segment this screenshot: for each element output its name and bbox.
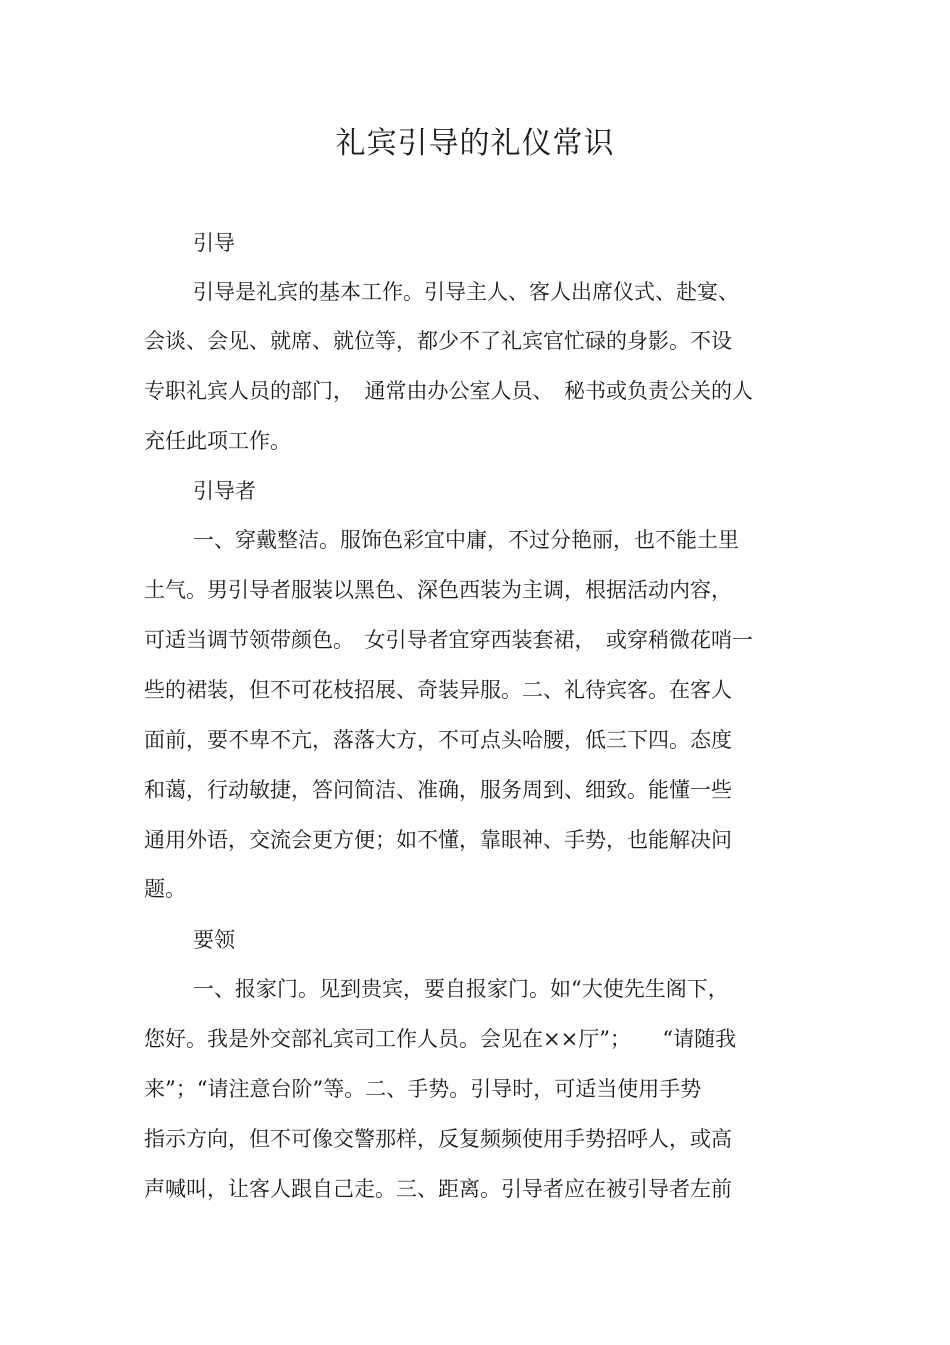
paragraph-line: 一、穿戴整洁。服饰色彩宜中庸，不过分艳丽，也不能土里: [193, 528, 739, 552]
paragraph-line: 声喊叫，让客人跟自己走。三、距离。引导者应在被引导者左前: [144, 1177, 732, 1201]
paragraph-line: 引导是礼宾的基本工作。引导主人、客人出席仪式、赴宴、: [193, 280, 739, 304]
paragraph-line: 来”；“请注意台阶”等。二、手势。引导时，可适当使用手势: [144, 1077, 702, 1101]
paragraph-line: 题。: [144, 877, 186, 901]
document-title: 礼宾引导的礼仪常识: [335, 126, 615, 161]
paragraph-line: 会谈、会见、就席、就位等，都少不了礼宾官忙碌的身影。不设: [144, 329, 732, 353]
paragraph-line: 面前，要不卑不亢，落落大方，不可点头哈腰，低三下四。态度: [144, 728, 732, 752]
paragraph-line: 专职礼宾人员的部门， 通常由办公室人员、 秘书或负责公关的人: [144, 379, 753, 403]
paragraph-line: 指示方向，但不可像交警那样，反复频频使用手势招呼人，或高: [144, 1127, 732, 1151]
paragraph-line: 充任此项工作。: [144, 429, 291, 453]
section-heading-yindao: 引导: [193, 231, 235, 255]
paragraph-line: 土气。男引导者服装以黑色、深色西装为主调，根据活动内容，: [144, 578, 732, 602]
paragraph-line: 一、报家门。见到贵宾，要自报家门。如“大使先生阁下，: [193, 977, 729, 1001]
paragraph-line: 可适当调节领带颜色。 女引导者宜穿西装套裙， 或穿稍微花哨一: [144, 628, 753, 652]
paragraph-line: 通用外语，交流会更方便；如不懂，靠眼神、手势，也能解决问: [144, 828, 732, 852]
paragraph-line: 和蔼，行动敏捷，答问简洁、准确，服务周到、细致。能懂一些: [144, 778, 732, 802]
paragraph-line: 些的裙装，但不可花枝招展、奇装异服。二、礼待宾客。在客人: [144, 678, 732, 702]
section-heading-yaoling: 要领: [193, 928, 235, 952]
paragraph-line: 您好。我是外交部礼宾司工作人员。会见在××厅”； “请随我: [144, 1027, 737, 1051]
section-heading-yindaozhe: 引导者: [193, 479, 256, 503]
